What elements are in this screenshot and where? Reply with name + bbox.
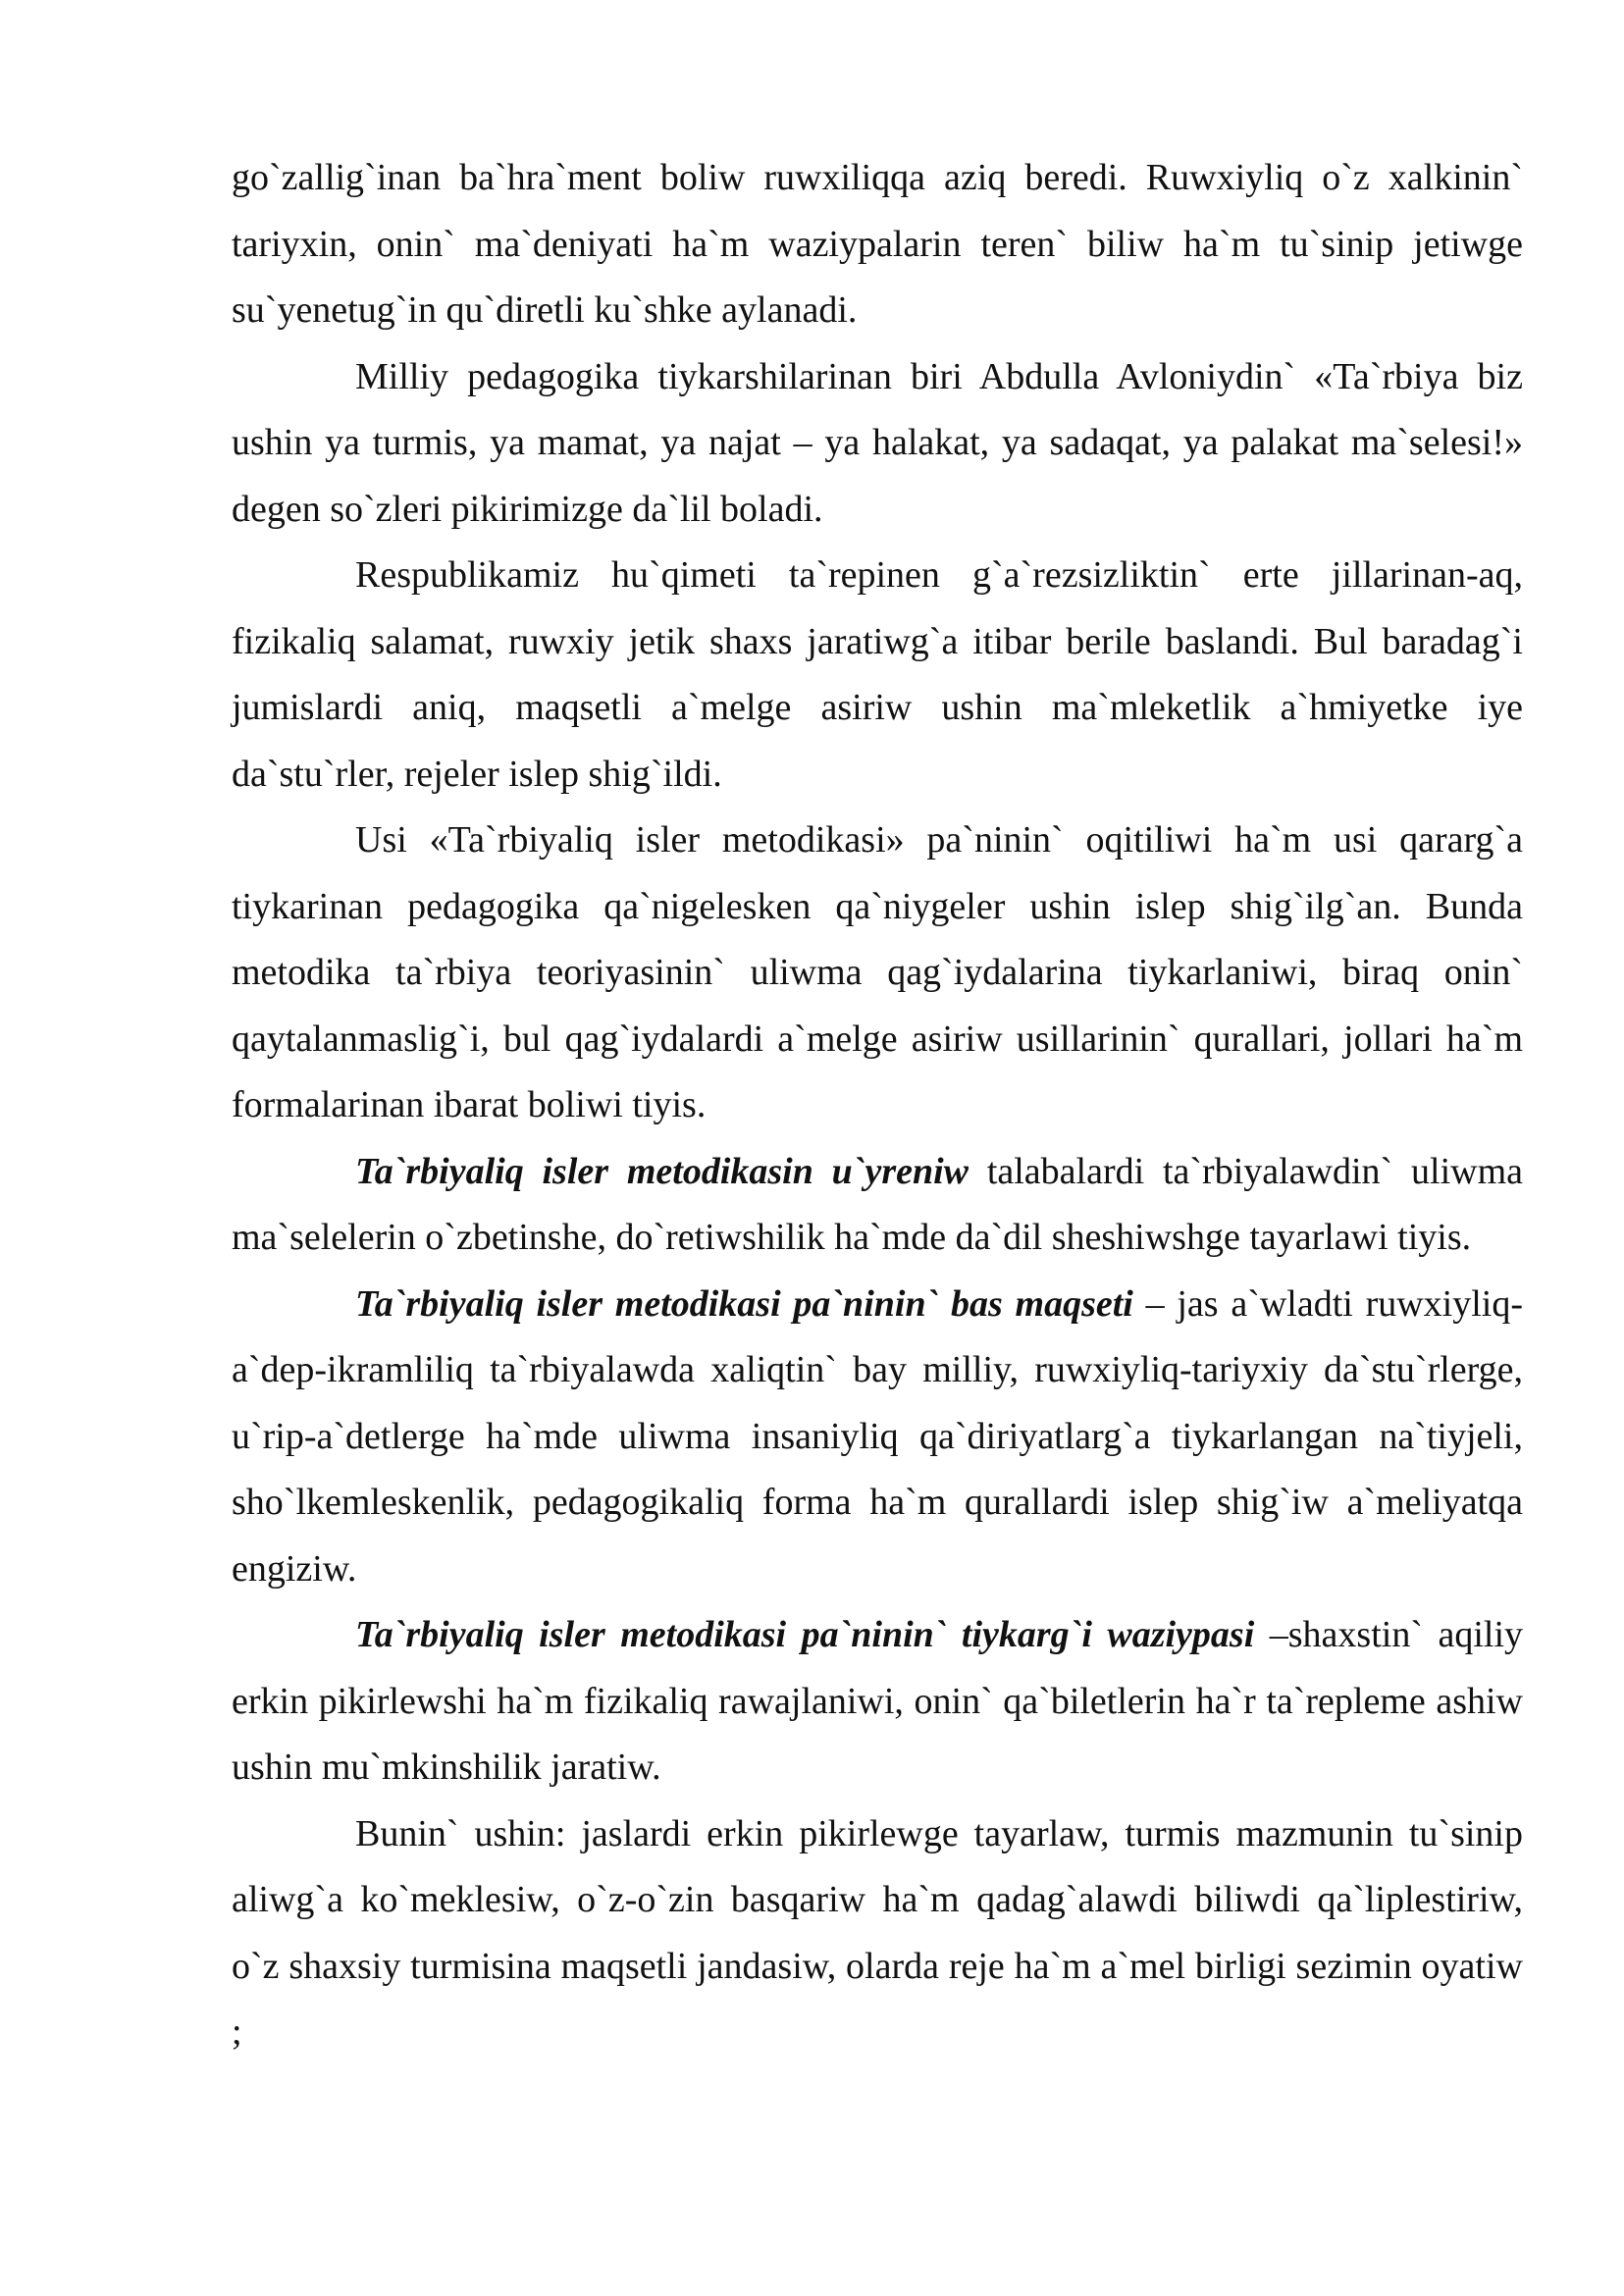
emphasis-term: Ta`rbiyaliq isler metodikasi pa`ninin` bas maqseti xyxy=(355,1282,1133,1325)
document-page xyxy=(232,145,1523,2066)
paragraph-3 xyxy=(232,543,1523,808)
paragraph-4 xyxy=(232,808,1523,1139)
paragraph-5 xyxy=(232,1139,1523,1272)
paragraph-text: – jas a`wladti ruwxiyliq-a`dep-ikramliliq ta`rbiyalawda xaliqtin` bay milliy, ruwxiyliq-tariyxiy da`stu`rlerge, u`rip-a`detlerge ha`mde uliwma insaniyliq qa`diriyatlarg`a tiykarlangan na`tiyjeli, sho`lkemleskenlik, pedagogikaliq forma ha`m qurallardi islep shig`iw a`meliyatqa engiziw. xyxy=(232,1282,1524,1590)
paragraph-text: Milliy pedagogika tiykarshilarinan biri Abdulla Avloniydin` «Ta`rbiya biz ushin ya turmis, ya mamat, ya najat – ya halakat, ya sadaqat, ya palakat ma`selesi!» degen so`zleri pikirimizge da`lil boladi. xyxy=(232,355,1523,530)
paragraph-6 xyxy=(232,1272,1523,1603)
paragraph-text: Respublikamiz hu`qimeti ta`repinen g`a`rezsizliktin` erte jillarinan-aq, fizikaliq salamat, ruwxiy jetik shaxs jaratiwg`a itibar berile baslandi. Bul baradag`i jumislardi aniq, maqsetli a`melge asiriw ushin ma`mleketlik a`hmiyetke iye da`stu`rler, rejeler islep shig`ildi. xyxy=(232,554,1523,795)
paragraph-text: go`zallig`inan ba`hra`ment boliw ruwxiliqqa aziq beredi. Ruwxiyliq o`z xalkinin` tariyxin, onin` ma`deniyati ha`m waziypalarin teren` biliw ha`m tu`sinip jetiwge su`yenetug`in qu`diretli ku`shke aylanadi. xyxy=(232,157,1523,331)
paragraph-text: –shaxstin` aqiliy erkin pikirlewshi ha`m fizikaliq rawajlaniwi, onin` qa`biletlerin ha`r ta`repleme ashiw ushin mu`mkinshilik jaratiw. xyxy=(232,1614,1523,1788)
paragraph-text: Usi «Ta`rbiyaliq isler metodikasi» pa`ninin` oqitiliwi ha`m usi qararg`a tiykarinan pedagogika qa`nigelesken qa`niygeler ushin islep shig`ilg`an. Bunda metodika ta`rbiya teoriyasinin` uliwma qag`iydalarina tiykarlaniwi, biraq onin` qaytalanmaslig`i, bul qag`iydalardi a`melge asiriw usillarinin` qurallari, jollari ha`m formalarinan ibarat boliwi tiyis. xyxy=(232,819,1523,1125)
paragraph-text: talabalardi ta`rbiyalawdin` uliwma ma`selelerin o`zbetinshe, do`retiwshilik ha`mde da`dil sheshiwshge tayarlawi tiyis. xyxy=(232,1150,1523,1258)
paragraph-2 xyxy=(232,344,1523,544)
emphasis-term: Ta`rbiyaliq isler metodikasin u`yreniw xyxy=(355,1150,969,1192)
emphasis-term: Ta`rbiyaliq isler metodikasi pa`ninin` tiykarg`i waziypasi xyxy=(355,1614,1255,1655)
paragraph-text: Bunin` ushin: jaslardi erkin pikirlewge tayarlaw, turmis mazmunin tu`sinip aliwg`a ko`meklesiw, o`z-o`zin basqariw ha`m qadag`alawdi biliwdi qa`liplestiriw, o`z shaxsiy turmisina maqsetli jandasiw, olarda reje ha`m a`mel birligi sezimin oyatiw ; xyxy=(232,1812,1523,2053)
paragraph-7 xyxy=(232,1602,1523,1801)
paragraph-8 xyxy=(232,1801,1523,2066)
paragraph-1 xyxy=(232,145,1523,344)
